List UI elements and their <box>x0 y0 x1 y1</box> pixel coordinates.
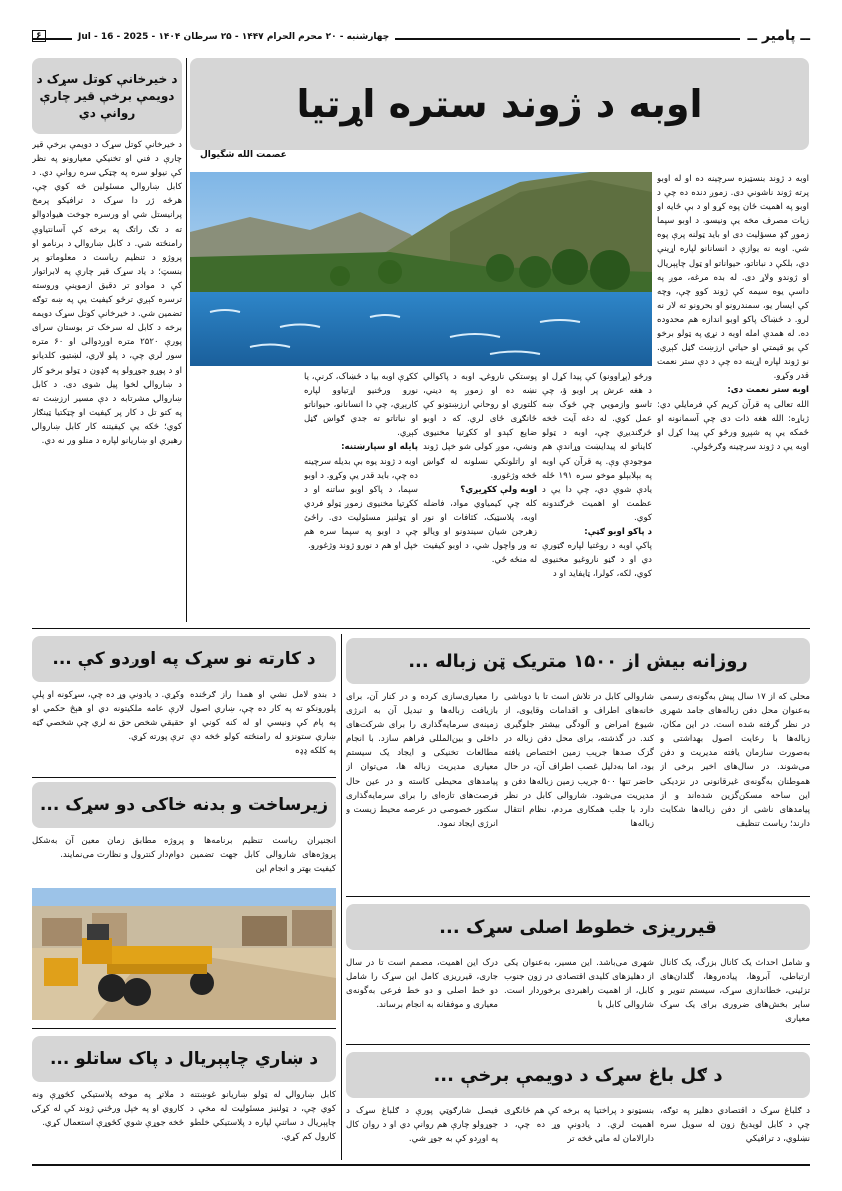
baagh-title: د ګل باغ سړک د دویمې برخې ... <box>433 1064 723 1086</box>
daily-waste-col-1: محلی که از ۱۷ سال پیش به‌گونه‌ی رسمی به‌عنوان محل دفن زباله‌های جامد شهری در نظر گرفته شده است. در این مکان، زباله‌ها با رعایت اصول بهداشتی و به‌صورت سازمان یافته مدیریت و دفن می‌شوند. در سال‌های اخیر برخی از همو‌طنان به‌گونه‌ی غیرقانونی در نزدیکی این ساحه مسکن‌گزین شده‌اند و از پیامدهای ناشی از دفن زباله‌ها شکایت دارند؛ ریاست تنظیف <box>660 692 810 829</box>
lead-col-4: ککړې اوبه بیا د ځښاک، کرنې، یا نورو ورځنیو اړتیاوو لپاره کارېږي، چې دا انسانانو، حیواناتو او نباتاتو ته جدي ګواښ ګڼل کېږي. پایله او سپارښتنه: اوبه د ژوند یوه بې بدیله سرچینه ده چې، باید قدر یې وکړو. د اوبو سپما، د پاکو اوبو ساتنه او د ککړتیا مخنیوی زموږ ټولو فردي او ټولنیز مسئولیت دی. راځئ چې د اوبو په سپما سره هم خپل او هم د نورو ژوند وژغورو. <box>304 372 418 552</box>
middle-divider <box>341 634 342 1160</box>
newspaper-logo: ــ پامیر ــ <box>740 28 811 44</box>
lead-col-5 <box>190 370 299 618</box>
green-title-box <box>32 1036 336 1082</box>
daily-waste-title-box <box>346 638 810 684</box>
paving-col-1: و شامل احداث یک کانال بزرگ، یک کانال ارتباطی، آبروها، پیاده‌روها، گلدان‌های تزئینی، خطاندازی سړک، سیستم تنویر و سایر بخش‌های ضروری برای یک سړک معیاری <box>660 958 810 1025</box>
lead-col-1: اوبه د ژوند بنسټیزه سرچینه ده او له اوبو پرته ژوند ناشوني دی. زموږ دنده ده چې د اوبو په اهمیت ځان پوه کړو او د بې ځایه او زیات مصرف مخه یې ونیسو. د اوبو سپما زموږ ګډ مسؤلیت دی او باید ټولنه پرې پوه شي. اوبه نه یوازې د انسانانو لپاره اړینې دي، بلکې د نباتاتو، حیواناتو او ټول چاپېریال او ژوندو ولاړ دی. له بده مرغه، موږ په داسې یوه سیمه کې ژوند کوو چې، وچه کې ایسار یو، سمندرونو او بحرونو ته لار نه لرو. د ځښاک پاکو اوبو اندازه هم محدوده ده. له همدې امله اوبه د نړۍ په ټولو برخو کې یو قیمتي او حیاتي ارزښت ګڼل کېږي. نو ژوند لپاره اړینه ده چې د دې ستر نعمت قدر وکړو. اوبه ستر نعمت دی: الله تعالی په قرآن کریم کې فرمایلي دي: ژباړه: الله هغه ذات دی چې آسمانونه او ځمکه یې په شپږو ورځو کې پیدا کړل او اوبه یې د ژوند سرچینه وګرځولې. <box>657 174 809 452</box>
lead-col-3: پوستکي ناروغۍ. اوبه د پاکوالي نښه ده او زموږ په دیني، کلتوري او روحاني ارزښتونو کې ځانګړی ځای لري. که د اوبو ضایع کېدو او ککړتیا مخنیوی ونشي، موږ کولی شو خپل ژوند او راتلونکي نسلونه له ګواښ څخه وژغورو. اوبه ولې ککړیږي؟ کله چې کیمیاوي مواد، فاضله اوبه، پلاسټیک، کثافات او نور زهرجن شیان سیندونو او ویالو ته ور واچول شي، د اوبو کیفیت له منځه ځي. <box>423 372 537 566</box>
section-rule-1 <box>32 628 810 629</box>
baagh-col-2: بنسټونو د پراختیا په برخه کې هم ځانګړی اهمیت لري. د یادونې وړ ده چې، د دارالامان له ماڼۍ څخه تر <box>504 1106 654 1145</box>
lead-col-2: ورځو (پړاوونو) کې پیدا کړل او د هغه عرش پر اوبو ؤ، چې تاسو وازمویي چې څوک ښه عمل کوي. له دغه آیت څخه څرګندیږي چې، اوبه د ټولو کایناتو له پیدایښت وړاندې هم موجودې وې. په قرآن کې اوبه په بېلابېلو موخو سره ۱۹۱ ځله یادې شوې دي، چې دا یې د عظمت او اهمیت څرګندونه کوي. د پاکو اوبو ګټې: پاکې اوبه د روغتیا لپاره ګټورې دي او د ګڼو ناروغیو مخنیوی کوي، لکه، کولرا، ټایفاید او د <box>542 372 652 580</box>
page-number: ۶ <box>32 30 46 42</box>
footer-rule <box>32 1164 810 1166</box>
daily-waste-col-2: شاروالی کابل در تلاش است تا با دوباشی خانه‌های اطراف و اقدامات وقایوی، از شیوع امراض و آلودگی بیشتر جلوگیری کند. در گذشته، برای محل دفن زباله در گزک صدها جریب زمین اختصاص یافته بود، اما به‌دلیل غصب اطراف آن، در حال حاضر تنها ۵۰۰ جریب زمین زباله‌ها دفن و مدیریت می‌شود. شاروالی کابل در نظر دارد با جلب همکاری مردم، نظام انتقال زباله‌ها <box>504 692 654 829</box>
paving-col-2: شهری می‌باشد. این مسیر، به‌عنوان یکی از دهلیزهای کلیدی اقتصادی در زون جنوب کابل، از اهمیت راهبردی برخوردار است. شاروالی کابل با <box>504 958 654 1011</box>
paving-title: قیرریزی خطوط اصلی سړک ... <box>439 916 717 938</box>
side-title-box <box>32 58 182 134</box>
section-rule-2 <box>32 777 336 778</box>
paving-title-box <box>346 904 810 950</box>
section-rule-5 <box>346 1044 810 1045</box>
paving-col-3: درک این اهمیت، مصمم است تا در سال جاری، قیرریزی کامل این سړک را شامل دو خط اصلی و دو خط فرعی به‌گونه‌ی معیاری و موفقانه به انجام برساند. <box>346 958 498 1011</box>
construction-photo <box>32 888 336 1020</box>
infra-col-1: انجنیران ریاست تنظیم برنامه‌ها و پروژه‌های شاروالی کابل جهت تضمین کیفیت بهتر و انجام این <box>190 836 336 875</box>
baagh-col-1: د ګلباغ سړک د اقتصادي دهلیز په توګه، چې د کابل لویدیځ زون له سویل سره نښلوي، د ترافیکي <box>660 1106 810 1145</box>
river-photo <box>190 172 652 366</box>
infra-title-box <box>32 782 336 828</box>
baagh-col-3: فیصل شارګوټي پورې د ګلباغ سړک د جوړولو چارې هم روانې دي او د روان کال په اوږدو کې به جوړ شي. <box>346 1106 498 1145</box>
side-title: د خیرخانې کوتل سړک د دویمې برخې قیر چارې روانې دي <box>36 71 178 120</box>
lead-author: عصمت الله شگیوال <box>200 150 287 160</box>
kart-col-1: د بندو لامل نشي او همدا راز ګرځنده پلورونکو ته په کار ده چې، ښاري اصول په پام کې ونیسي او له کنه کوني او ښاري ستونزو له رامنځته کولو څخه دې په کلکه ډډه <box>190 690 336 757</box>
daily-waste-title: روزانه بیش از ۱۵۰۰ متریک ټن زباله ... <box>408 650 748 672</box>
infra-col-2: پروژه مطابق زمان معین آن به‌شکل دوام‌دار کنترول و نظارت می‌نمایند. <box>32 836 184 861</box>
masthead <box>32 30 810 48</box>
section-rule-3 <box>32 1028 336 1029</box>
side-column-divider <box>186 58 187 622</box>
lead-title: اوبه د ژوند ستره اړتیا <box>296 82 703 126</box>
river-image <box>190 172 652 366</box>
baagh-title-box <box>346 1052 810 1098</box>
side-body: د خیرخانې کوتل سړک د دویمې برخې قیر چارې د فني او تخنیکي معیارونو په نظر کې نیولو سره په چټکۍ سره روانې دي. د کابل ښاروالۍ مسئولین څه کوي چې، هرڅه ژر دا سړک د ترافیکو پرمخ پرانیستل شي او ورسره جوخت هیوادوالو ته د تګ راتګ په برخه کې آسانتیاوې رامنځته شي. د کابل ښاروالۍ د برنامو او پروژو د تنظیم ریاست د معلوماتو پر بنسټ؛ د یاد سړک قیر چارې په لابراتوار کې د موادو تر دقیق ازموینې وروسته ترسره کېږي ترڅو کیفیت یې په ښه توګه تضمین شي. د خیرخانې کوتل سړک دویمه برخه د کابل له سرخک تر بوستان سرای پورې ۲۵۲۰ متره اوږدوالی او ۶۰ متره سور لري چې، د پلو لاري، لښتیو، کلدیانو او د پوړو جوړولو په ګډون د ټولو برخو کار د ښاروالۍ لخوا پیل شوی دی. د کابل ښاروالۍ مشرتابه د دې مسیر ارزښت ته په کتو تل د کار پر کیفیت او چټکتیا ټینګار کوي؛ څکه یې کیفیتنه کار کابل ښاروالۍ رهبري او ښاریانو لپاره د منلو ور نه دي. <box>32 140 182 446</box>
green-col-1: کابل ښاروالۍ له ټولو ښاریانو غوښتنه کوي چې، د ټولنیز مسئولیت له مخې د چاپېریال د ساتنې لپاره د پلاستیکي خلطو کارول کم کړي. <box>190 1090 336 1143</box>
green-title: د ښاري چاپېریال د پاک ساتلو ... <box>49 1049 319 1069</box>
kart-title-box <box>32 636 336 682</box>
grader-image <box>32 888 336 1020</box>
kart-col-2: وکړي. د یادونې وړ ده چې، سړکونه او پلې لارې عامه ملکیتونه دي او هېڅ حکمي او حقیقي شخص حق نه لري چې شخصي ګټه ترې پورته کړي. <box>32 690 184 743</box>
lead-title-box <box>190 58 809 150</box>
infra-title: زیرساخت و بدنه خاکی دو سړک ... <box>39 795 329 815</box>
section-rule-4 <box>346 896 810 897</box>
issue-date: چهارشنبه - ۲۰ محرم الحرام ۱۴۴۷ - ۲۵ سرطان ۱۴۰۴ - Jul - 16 - 2025 <box>72 30 395 44</box>
daily-waste-col-3: را معیاری‌سازی کرده و در کنار آن، برای بازیافت زباله‌ها و تبدیل آن به انرژی زمینه‌ی سرمایه‌گذاری را برای شرکت‌های داخلی و بین‌المللی فراهم سازد. با انجام مطالعات تخنیکی و ایجاد یک سیستم معیاری مدیریت زباله ها، می‌توان از پیامدهای محیطی کاسته و در عین حال فرصت‌های تازه‌ای را برای سرمایه‌گذاری سکتور خصوصی در عرصه محیط زیست و انرژی ایجاد نمود. <box>346 692 498 829</box>
green-col-2: د ملاتړ په موخه پلاستیکي کڅوړې ونه کاروي او په خپل ورځني ژوند کې له کړکۍ څخه جوړې شوي کڅوړې استعمال کړي. <box>32 1090 184 1129</box>
kart-title: د کارته نو سړک په اوږدو کې ... <box>52 649 316 669</box>
